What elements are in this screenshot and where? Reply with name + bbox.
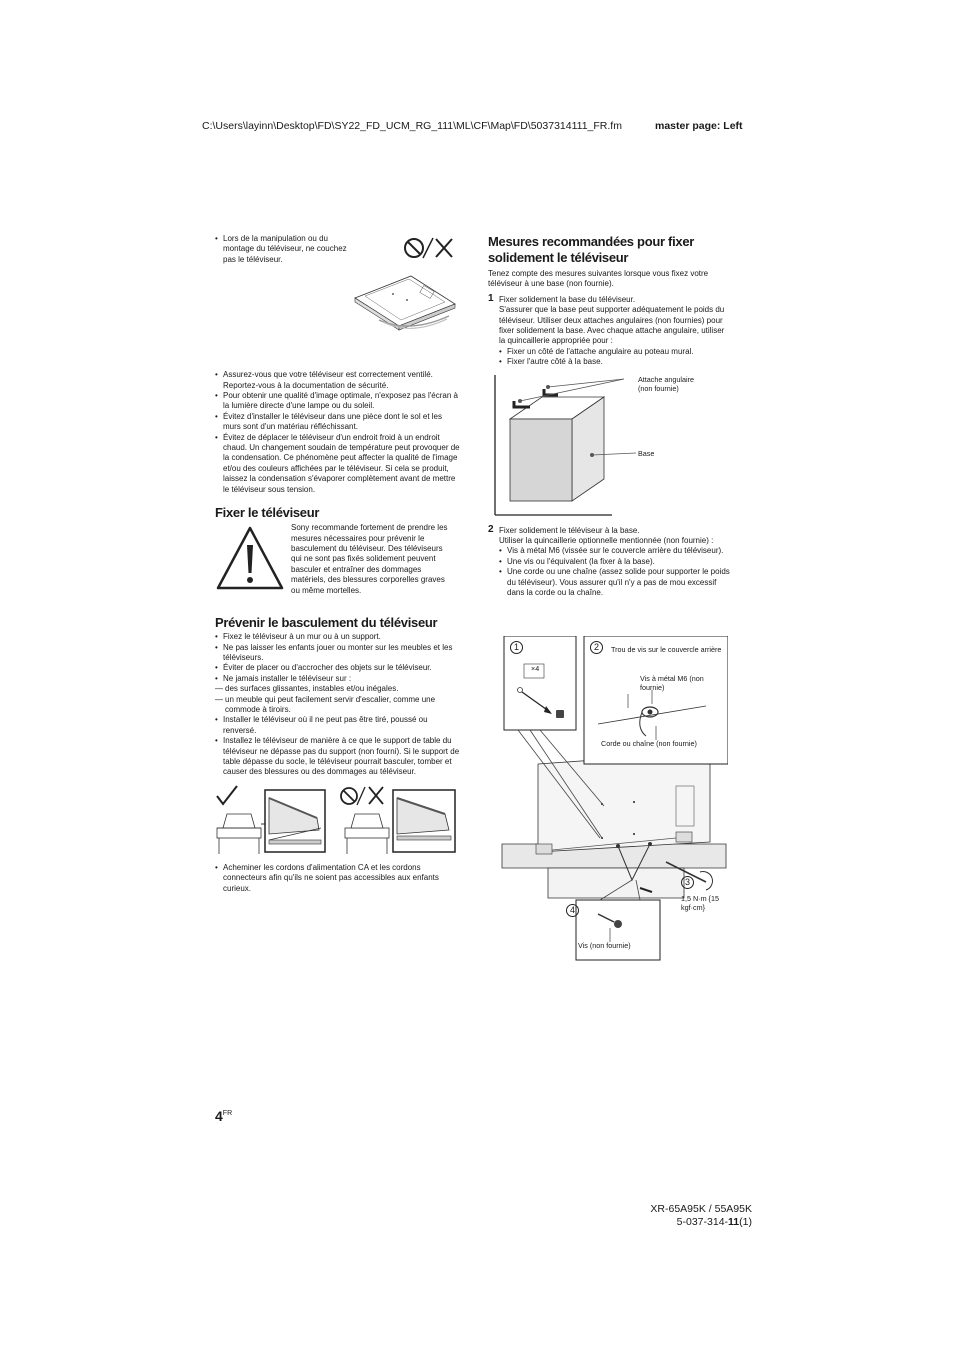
list-item: • Évitez d'installer le téléviseur dans une pièce dont le sol et les murs sont d'un matériau réfléchissant. xyxy=(215,412,460,433)
step-number: 2 xyxy=(488,523,494,535)
callout-2-badge: 2 xyxy=(590,641,603,654)
check-icon xyxy=(217,786,237,804)
code-bold: 11 xyxy=(728,1216,740,1228)
secure-tv-intro: Tenez compte des mesures suivantes lorsque vous fixez votre téléviseur à une base (non fournie). xyxy=(488,269,709,289)
page-number-value: 4 xyxy=(215,1108,223,1124)
callout-4-badge: 4 xyxy=(566,904,579,917)
prevent-bullet-list-2 xyxy=(215,715,460,777)
list-item: • Éviter de placer ou d'accrocher des objets sur le téléviseur. xyxy=(215,663,460,673)
list-item: • Une corde ou une chaîne (assez solide pour supporter le poids du téléviseur). Vous assurer qu'il n'y a pas de mou excessif dans la corde ou la chaîne. xyxy=(499,567,730,598)
list-item: • Installer le téléviseur où il ne peut pas être tiré, poussé ou renversé. xyxy=(215,715,460,736)
list-item-text: Ne jamais installer le téléviseur sur : xyxy=(223,673,352,683)
list-item: • Vis à métal M6 (vissée sur le couvercle arrière du téléviseur). xyxy=(499,546,730,556)
left-column xyxy=(215,234,460,894)
code-prefix: 5-037-314- xyxy=(676,1216,729,1228)
list-item: • Ne pas laisser les enfants jouer ou monter sur les meubles et les téléviseurs. xyxy=(215,643,460,664)
page-language-code: FR xyxy=(222,1110,233,1117)
page-number xyxy=(215,1108,232,1124)
step-2 xyxy=(488,523,730,599)
model-number: XR-65A95K / 55A95K xyxy=(650,1203,752,1215)
ventilation-bullet-list xyxy=(215,370,460,495)
document-code xyxy=(650,1216,752,1229)
prohibited-icon xyxy=(403,236,455,260)
list-item: • Fixer un côté de l'attache angulaire au poteau mural. xyxy=(499,347,730,357)
step-1-text: S'assurer que la base peut supporter adéquatement le poids du téléviseur. Utiliser deux attaches angulaires (non fournies) pour fixer solidement la base. Avec chaque attache angulaire, utiliser la quincaillerie appropriée pour : xyxy=(499,305,725,346)
header-master-page: master page: Left xyxy=(655,120,743,132)
list-item: • Évitez de déplacer le téléviseur d'un endroit froid à un endroit chaud. Un changement soudain de température peut provoquer de la condensation. Ce phénomène peut affecter la qualité de l'image et/ou des couleurs affichées par le téléviseur. Si cela se produit, laissez la condensation s'évaporer complètement avant de mettre le téléviseur sous tension. xyxy=(215,433,460,495)
secure-tv-heading: Mesures recommandées pour fixer solidement le téléviseur xyxy=(488,234,695,265)
step-1-bullets xyxy=(499,347,730,368)
step-1 xyxy=(488,292,730,368)
step-2-bullets xyxy=(499,546,730,598)
prevent-dash-list xyxy=(215,684,460,715)
step-2-title: Fixer solidement le téléviseur à la base. xyxy=(499,525,640,535)
step-1-title: Fixer solidement la base du téléviseur. xyxy=(499,294,636,304)
list-item: • Pour obtenir une qualité d'image optimale, n'exposez pas l'écran à la lumière directe d'une lampe ou du soleil. xyxy=(215,391,460,412)
tv-lying-flat-illustration xyxy=(349,264,461,334)
bracket-label: Attache angulaire (non fournie) xyxy=(638,374,694,393)
base-label: Base xyxy=(638,448,655,458)
prevent-bullet-list xyxy=(215,632,460,684)
step-2-text: Utiliser la quincaillerie optionnelle mentionnée (non fournie) : xyxy=(499,536,714,546)
list-item: • Fixer l'autre côté à la base. xyxy=(499,357,730,367)
callout-3-badge: 3 xyxy=(681,876,694,889)
list-item: — des surfaces glissantes, instables et/ou inégales. xyxy=(215,684,460,694)
callout-1-badge: 1 xyxy=(510,641,523,654)
tv-fixing-figure xyxy=(500,636,728,964)
base-bracket-figure xyxy=(488,375,730,525)
cord-label: Corde ou chaîne (non fournie) xyxy=(601,739,697,748)
warning-triangle-icon xyxy=(215,525,285,591)
list-item: — un meuble qui peut facilement servir d'escalier, comme une commode à tiroirs. xyxy=(215,695,460,716)
list-item: • Assurez-vous que votre téléviseur est correctement ventilé. Reportez-vous à la documentation de sécurité. xyxy=(215,370,460,391)
quantity-label: ×4 xyxy=(531,664,540,673)
list-item: • Lors de la manipulation ou du montage du téléviseur, ne couchez pas le téléviseur. xyxy=(215,234,347,265)
stand-placement-illustration xyxy=(213,784,459,858)
warning-block xyxy=(215,523,460,615)
screw-not-supplied-label: Vis (non fournie) xyxy=(578,941,631,950)
prohibited-icon xyxy=(341,787,383,805)
footer-model-info xyxy=(650,1203,752,1229)
base-illustration xyxy=(492,375,722,525)
prevent-tipping-heading: Prévenir le basculement du téléviseur xyxy=(215,615,438,631)
fix-tv-text: Sony recommande fortement de prendre les mesures nécessaires pour prévenir le basculement du téléviseur. Des téléviseurs qui ne sont pas fixés solidement peuvent basculer et entraîner des dommages matériels, des blessures corporelles graves ou même mortelles. xyxy=(291,523,448,595)
m6-screw-label: Vis à métal M6 (non fournie) xyxy=(640,674,704,692)
fix-tv-heading: Fixer le téléviseur xyxy=(215,505,320,521)
intro-bullet-list xyxy=(215,234,347,265)
header-file-path: C:\Users\layinn\Desktop\FD\SY22_FD_UCM_RG_111\ML\CF\Map\FD\5037314111_FR.fm xyxy=(202,120,622,132)
list-item: • Acheminer les cordons d'alimentation CA et les cordons connecteurs afin qu'ils ne soient pas accessibles aux enfants curieux. xyxy=(215,863,460,894)
cord-bullet-list xyxy=(215,863,460,894)
list-item: • Une vis ou l'équivalent (la fixer à la base). xyxy=(499,557,730,567)
screw-hole-label: Trou de vis sur le couvercle arrière xyxy=(611,645,722,654)
list-item: • Installez le téléviseur de manière à ce que le support de table du téléviseur ne dépasse pas du support (non fourni). Si le support de table dépasse du socle, le téléviseur pourrait basculer, tomber et causer des blessures ou des dommages au téléviseur. xyxy=(215,736,460,778)
list-item: • Fixez le téléviseur à un mur ou à un support. xyxy=(215,632,460,642)
code-suffix: (1) xyxy=(739,1216,752,1228)
step-number: 1 xyxy=(488,292,494,304)
right-column xyxy=(488,234,730,950)
list-item xyxy=(215,674,460,684)
torque-label: 1,5 N·m {15 kgf·cm} xyxy=(681,894,719,912)
